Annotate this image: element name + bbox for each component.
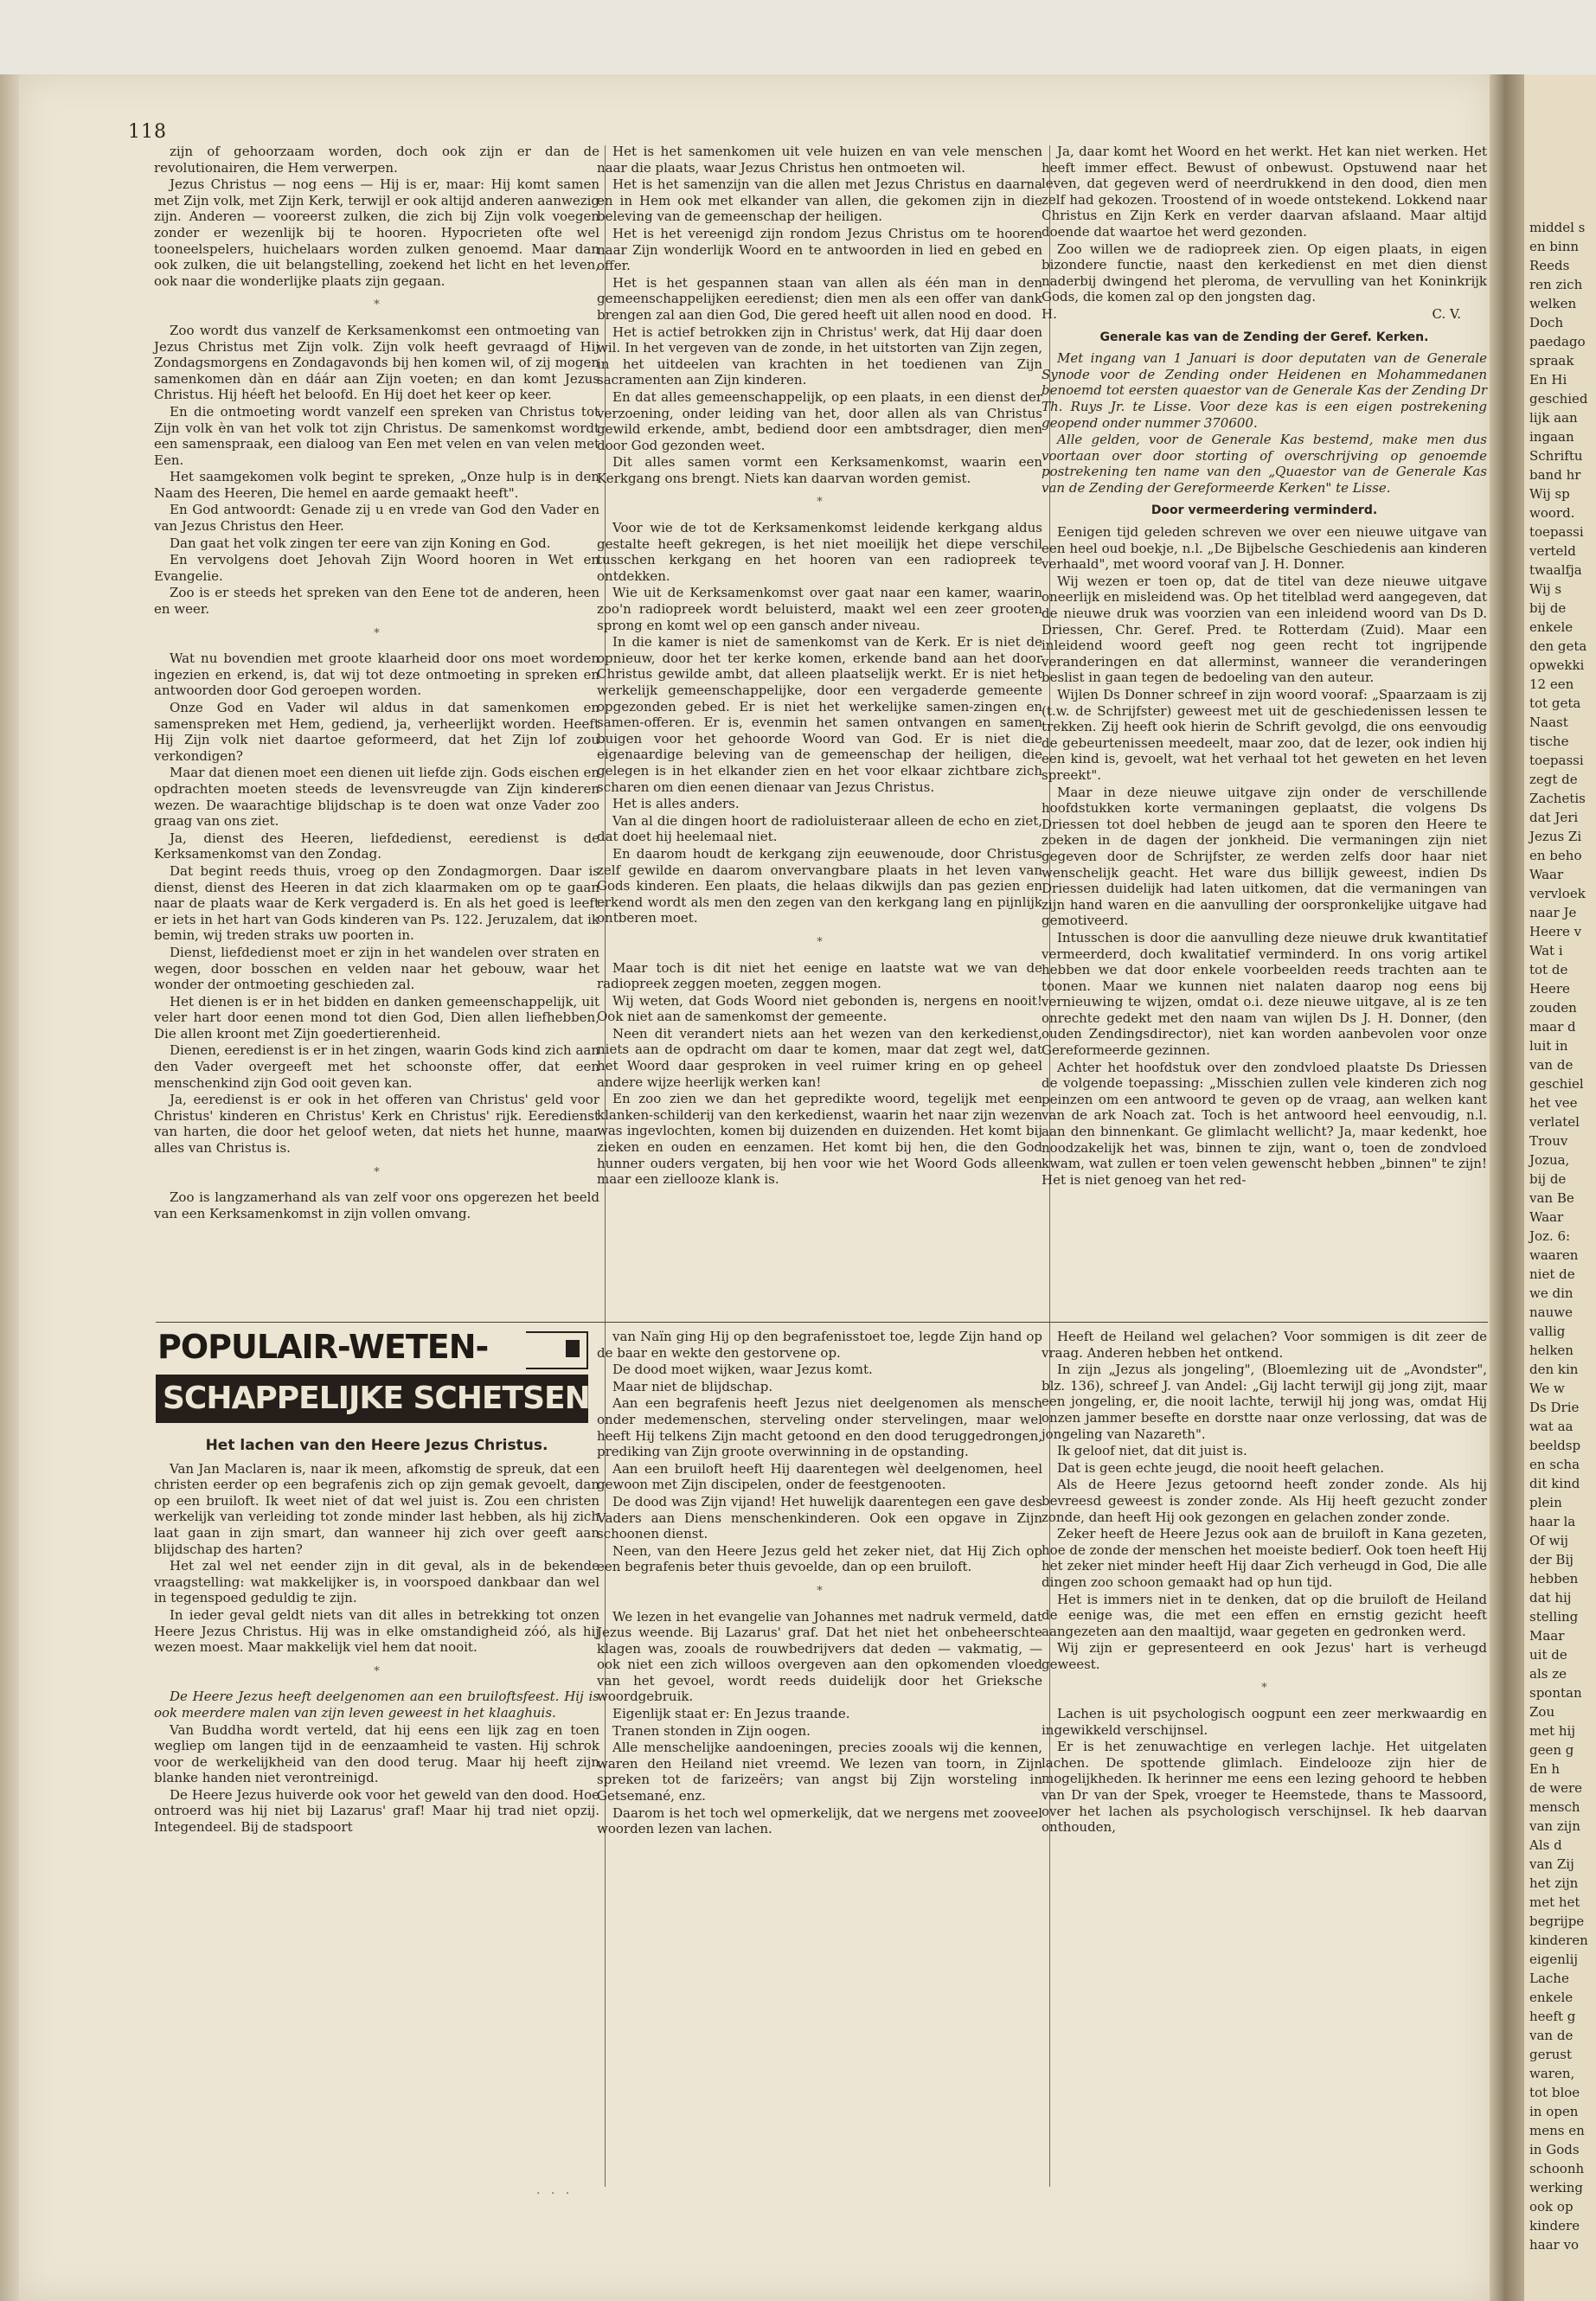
adjacent-page-line: en binn [1529,239,1580,254]
section-separator-star: * [817,1584,823,1598]
adjacent-page-line: enkele [1529,1990,1574,2005]
paragraph: Maar toch is dit niet het eenige en laatste wat we van de radiopreek zeggen moeten, zeggen mogen. [597,959,1042,992]
paragraph: Het is het gespannen staan van allen als één man in den gemeenschappelijken eeredienst; dien men als een offer van dank brengen zal aan dien God, Die gered heeft uit allen nood en dood. [597,274,1042,323]
adjacent-page-line: Waar [1529,1209,1564,1225]
adjacent-page-line: het vee [1529,1095,1578,1111]
signature-left: H. [1042,305,1057,322]
adjacent-page-line: hebben [1529,1571,1579,1586]
paragraph: Wat nu bovendien met groote klaarheid door ons moet worden ingezien en erkend, is, dat wij tot deze ontmoeting in spreken en antwoorden door God geroepen worden. [154,651,599,699]
banner-line-1: POPULAIR-WETEN- [157,1328,489,1366]
adjacent-page-line: Lache [1529,1971,1569,1986]
paragraph: Zeker heeft de Heere Jezus ook aan de bruiloft in Kana gezeten, hoe de zonde der menschen het moeiste bedierf. Ook toen heeft Hij het zeker niet minder heeft Hij daar Zich verheugd in God, Die alle dingen zoo schoon gemaakt had op hun tijd. [1042,1526,1487,1590]
adjacent-page-line: den geta [1529,638,1587,654]
adjacent-page-line: mens en [1529,2123,1585,2138]
paragraph: Zoo wordt dus vanzelf de Kerksamenkomst een ontmoeting van Jezus Christus met Zijn volk. Zijn volk heeft gevraagd of Hij Zondagsmorgens en Zondagavonds bij hen komen wil, of zij mogen samenkomen dàn en dáár aan Zijn voeten; en dan komt Jezus Christus. Hij héeft het beloofd. En Hij doet het keer op keer. [154,322,599,403]
adjacent-page-line: helken [1529,1343,1574,1358]
adjacent-page-line: en scha [1529,1457,1580,1472]
adjacent-page-line: Schriftu [1529,448,1583,464]
adjacent-page-line: Trouv [1529,1133,1568,1149]
paragraph: Ja, dienst des Heeren, liefdedienst, eeredienst is de Kerksamenkomst van den Zondag. [154,830,599,862]
adjacent-page-line: 12 een [1529,676,1574,692]
adjacent-page-line: kindere [1529,2218,1580,2234]
paragraph: Alle gelden, voor de Generale Kas bestemd, make men dus voortaan over door storting of overschrijving op genoemde postrekening ten name van den „Quaestor van de Generale Kas van de Zending der Gereformeerde Kerken" te Lisse. [1042,432,1487,496]
adjacent-page-line: bij de [1529,1171,1567,1187]
adjacent-page-line: middel s [1529,220,1586,235]
banner-line-2: SCHAPPELIJKE SCHETSEN [156,1375,588,1423]
paragraph: Met ingang van 1 Januari is door deputaten van de Generale Synode voor de Zending onder Heidenen en Mohammedanen benoemd tot eersten quaestor van de Generale Kas der Zending Dr Th. Ruys Jr. te Lisse. Voor deze kas is een eigen postrekening geopend onder nummer 370600. [1042,350,1487,431]
paragraph: Het is het samenzijn van die allen met Jezus Christus en daarna en in Hem ook met elkander van allen, die gekomen zijn in die beleving van de gemeenschap der heiligen. [597,176,1042,225]
adjacent-page-line: Heere v [1529,924,1582,939]
paragraph: In ieder geval geldt niets van dit alles in betrekking tot onzen Heere Jezus Christus. Hij was in elke omstandigheid zóó, als hij wezen moest. Maar makkelijk viel hem dat nooit. [154,1606,599,1656]
adjacent-page-line: Jezus Zi [1529,829,1582,844]
adjacent-page-line: dit kind [1529,1476,1580,1491]
adjacent-page-line: geen g [1529,1742,1574,1758]
column-2-lower [597,1329,1042,1837]
page-number: 118 [128,121,167,143]
paragraph: We lezen in het evangelie van Johannes met nadruk vermeld, dat Jezus weende. Bij Lazarus' graf. Dat het niet het onbeheerschte klagen was, zooals de rouwbedrijvers dat deden — vakmatig, — ook niet een zich willoos overgeven aan den opkomenden vloed van het gevoel, wordt reeds duidelijk door het Grieksche woordgebruik. [597,1608,1042,1705]
paragraph: Intusschen is door die aanvulling deze nieuwe druk kwantitatief vermeerderd, doch kwalitatief verminderd. In ons vorig artikel hebben we dat door enkele voorbeelden reeds trachten aan te toonen. Maar we kunnen niet nalaten daarop nog eens bij vernieuwing te wijzen, omdat o.i. deze nieuwe uitgave, al is ze ten onrechte gedekt met den naam van wijlen Ds J. H. Donner, (den ouden Zendingsdirector), niet kan worden aanbevolen voor onze Gereformeerde gezinnen. [1042,929,1487,1059]
paragraph: Er is het zenuwachtige en verlegen lachje. Het uitgelaten lachen. De spottende glimlach. Eindelooze zijn hier de mogelijkheden. Ik herinner me eens een lezing gehoord te hebben van Dr van der Spek, vroeger te Heemstede, thans te Massoord, over het lachen als psychologisch verschijnsel. Ik heb daarvan onthouden, [1042,1739,1487,1836]
paragraph: Ja, eeredienst is er ook in het offeren van Christus' geld voor Christus' kinderen en Christus' Kerk en Christus' rijk. Eeredienst van harten, die door het geloof weten, dat niets het hunne, maar alles van Christus is. [154,1092,599,1157]
adjacent-page-line: En Hi [1529,372,1567,388]
adjacent-page-line: paedago [1529,334,1586,349]
paragraph: Achter het hoofdstuk over den zondvloed plaatste Ds Driessen de volgende toepassing: „Misschien zullen vele kinderen zich nog peinzen om een antwoord te geven op de vraag, aan welken kant van de ark Noach zat. Toch is het antwoord heel eenvoudig, n.l. aan den binnenkant. Ge glimlacht wellicht? Ja, maar kedenkt, hoe noodzakelijk het was, binnen te zijn, want o, toen de zondvloed kwam, wat zullen er toen velen gewenscht hebben „binnen" te zijn! Het is niet genoeg van het red- [1042,1059,1487,1188]
paragraph: Dan gaat het volk zingen ter eere van zijn Koning en God. [170,535,551,551]
paragraph: Daarom is het toch wel opmerkelijk, dat we nergens met zooveel woorden lezen van lachen. [597,1804,1042,1837]
paragraph: Het is actief betrokken zijn in Christus' werk, dat Hij daar doen wil. In het vergeven van de zonde, in het uitstorten van Zijn zegen, in het uitdeelen van krachten in het toedienen van Zijn sacramenten aan Zijn kinderen. [597,324,1042,388]
column-2-upper [597,144,1042,1188]
paragraph: Zoo is er steeds het spreken van den Eene tot de anderen, heen en weer. [154,585,599,618]
adjacent-page-line: verteld [1529,543,1576,559]
adjacent-page-line: eigenlij [1529,1952,1579,1967]
paragraph: Het is het vereenigd zijn rondom Jezus Christus om te hooren naar Zijn wonderlijk Woord en te antwoorden in lied en gebed en offer. [597,225,1042,274]
paragraph: En God antwoordt: Genade zij u en vrede van God den Vader en van Jezus Christus den Heer. [154,502,599,535]
adjacent-page-line: lijk aan [1529,410,1578,426]
section-separator-star: * [817,935,823,949]
adjacent-page-line: Zachetis [1529,791,1586,806]
adjacent-page-line: haar la [1529,1514,1576,1529]
paragraph: Tranen stonden in Zijn oogen. [612,1722,811,1739]
paragraph: Aan een bruiloft heeft Hij daarentegen wèl deelgenomen, heel gewoon met Zijn discipelen, onder de feestgenooten. [597,1460,1042,1493]
adjacent-page-line: nauwe [1529,1304,1573,1320]
adjacent-page-line: ook op [1529,2199,1574,2214]
paragraph: Van al die dingen hoort de radioluisteraar alleen de echo en ziet, dat doet hij heelemaal niet. [597,812,1042,845]
adjacent-page-line: dat Jeri [1529,810,1579,825]
paragraph: Het dienen is er in het bidden en danken gemeenschappelijk, uit veler hart door eenen mond tot dien God, Dien allen liefhebben, Die allen kroont met Zijn goedertierenheid. [154,993,599,1042]
paragraph: Wijlen Ds Donner schreef in zijn woord vooraf: „Spaarzaam is zij (t.w. de Schrijfster) geweest met uit de geschiedenissen lessen te trekken. Zij heeft ook hierin de Schrift gevolgd, die ons eenvoudig de gebeurtenissen meedeelt, maar zoo, dat de lezer, ook indien hij een kind is, gevoelt, wat het verhaal tot het geweten en het leven spreekt". [1042,687,1487,783]
paragraph: Ja, daar komt het Woord en het werkt. Het kan niet werken. Het heeft immer effect. Bewust of onbewust. Opstuwend naar het leven, dat gegeven werd of neerdrukkend in den dood, dien men zelf had gekozen. Troostend of in woede ontstekend. Lokkend naar Christus en Zijn Kerk en verder daarvan afslaand. Maar altijd doende dat waartoe het werd gezonden. [1042,144,1487,240]
adjacent-page-line: verlatel [1529,1114,1580,1130]
section-separator-star: * [374,1165,380,1179]
article-heading-kas: Generale kas van de Zending der Geref. Kerken. [1099,330,1429,344]
paragraph: Eigenlijk staat er: En Jezus traande. [612,1706,850,1722]
adjacent-page-line: van Zij [1529,1856,1574,1872]
adjacent-page-line: de were [1529,1780,1583,1796]
adjacent-page-line: in open [1529,2104,1579,2119]
signature-right: C. V. [1432,305,1461,322]
paragraph: De Heere Jezus heeft deelgenomen aan een bruiloftsfeest. Hij is ook meerdere malen van zijn leven geweest in het klaaghuis. [154,1689,599,1721]
paragraph: Alle menschelijke aandoeningen, precies zooals wij die kennen, waren den Heiland niet vreemd. We lezen van toorn, in Zijn spreken tot de farizeërs; van angst bij Zijn worsteling in Getsemané, enz. [597,1740,1042,1804]
paragraph: Zoo willen we de radiopreek zien. Op eigen plaats, in eigen bizondere functie, naast den kerkedienst en met dien dienst naderbij dwingend het pleroma, de vervulling van het Koninkrijk Gods, die komen zal op den jongsten dag. [1042,240,1487,305]
paragraph: De Heere Jezus huiverde ook voor het geweld van den dood. Hoe ontroerd was hij niet bij Lazarus' graf! Maar hij trad niet opzij. Integendeel. Bij de stadspoort [154,1786,599,1836]
section-separator-star: * [1261,1682,1267,1695]
adjacent-page-line: naar Je [1529,905,1577,920]
adjacent-page-line: Ds Drie [1529,1400,1580,1415]
paragraph: Dit alles samen vormt een Kerksamenkomst, waarin een Kerkgang ons brengt. Niets kan daarvan worden gemist. [597,454,1042,486]
adjacent-page-line: Doch [1529,315,1564,330]
paragraph: Het saamgekomen volk begint te spreken, „Onze hulp is in den Naam des Heeren, Die hemel en aarde gemaakt heeft". [154,469,599,501]
paragraph: Neen dit verandert niets aan het wezen van den kerkedienst, niets aan de opdracht om daar te komen, maar dat zegt wel, dat het Woord daar gesproken in veel ruimer kring en op geheel andere wijze heerlijk werken kan! [597,1025,1042,1090]
section-banner [156,1328,595,1428]
adjacent-page-line: het zijn [1529,1875,1579,1891]
adjacent-page-line: enkele [1529,619,1574,635]
adjacent-page-line: heeft g [1529,2009,1576,2024]
adjacent-page-line: niet de [1529,1266,1575,1282]
adjacent-page-line: dat hij [1529,1590,1572,1606]
adjacent-page-line: van de [1529,1057,1574,1073]
paragraph: Het is het samenkomen uit vele huizen en van vele menschen naar die plaats, waar Jezus Christus hen ontmoeten wil. [597,144,1042,176]
adjacent-page-line: stelling [1529,1609,1579,1625]
adjacent-page-line: begrijpe [1529,1913,1585,1929]
adjacent-page-line: maar d [1529,1019,1576,1035]
adjacent-page-line: band hr [1529,467,1581,483]
paragraph: Maar niet de blijdschap. [612,1378,773,1394]
adjacent-page-line: Wij s [1529,581,1562,597]
adjacent-page-line: schoonh [1529,2161,1585,2176]
adjacent-page-line: welken [1529,296,1577,311]
lamp-icon [526,1331,588,1369]
adjacent-page-line: werking [1529,2180,1584,2195]
paragraph: Jezus Christus — nog eens — Hij is er, maar: Hij komt samen met Zijn volk, met Zijn Kerk, terwijl er ook altijd anderen aanwezig zijn. Anderen — vooreerst zulken, die zich bij Zijn volk voegen zonder er wezenlijk bij te hooren. Hypocrieten ofte wel tooneelspelers, huichelaars worden zulken genoemd. Maar dan ook zulken, die uit belangstelling, zoekend het licht en het leven, ook naar die wonderlijke plaats zijn gegaan. [154,176,599,289]
adjacent-page-line: beeldsp [1529,1438,1581,1453]
paragraph: En daarom houdt de kerkgang zijn eeuwenoude, door Christus zelf gewilde en daarom onvervangbare plaats in het leven van Gods kinderen. Een plaats, die helaas dikwijls dan pas gezien en erkend wordt als men den zegen van den kerkgang lang en pijnlijk ontberen moet. [597,845,1042,926]
adjacent-page-line: geschiel [1529,1076,1584,1092]
paragraph: Van Buddha wordt verteld, dat hij eens een lijk zag en toen wegliep om langen tijd in de eenzaamheid te vasten. Hij schrok voor de werkelijkheid van den dood terug. Maar hij heeft zijn blanke handen niet verontreinigd. [154,1721,599,1786]
paragraph: En zoo zien we dan het gepredikte woord, tegelijk met een klanken-schilderij van den kerkedienst, waarin het naar zijn wezen was ingevlochten, komen bij duizenden en duizenden. Het komt bij zieken en ouden en eenzamen. Het komt bij hen, die den God hunner ouders vergaten, bij hen voor wie het Woord Gods alleen maar een zielloozе klank is. [597,1091,1042,1188]
adjacent-page-line: En h [1529,1761,1561,1777]
adjacent-page-line: tot geta [1529,695,1581,711]
paragraph: Wij zijn er gepresenteerd en ook Jezus' hart is verheugd geweest. [1042,1640,1487,1672]
section-separator-star: * [817,496,823,510]
adjacent-page-line: Als d [1529,1837,1562,1853]
adjacent-page-line: geschied [1529,391,1588,407]
paragraph: Het is immers niet in te denken, dat op die bruiloft de Heiland de eenige was, die met een effen en ernstig gezicht heeft aangezeten aan den maaltijd, waar gegeten en gedronken werd. [1042,1591,1487,1639]
paragraph: Neen, van den Heere Jezus geld het zeker niet, dat Hij Zich op een begrafenis beter thuis gevoelde, dan op een bruiloft. [597,1542,1042,1575]
section-separator-star: * [374,626,380,640]
paragraph: En vervolgens doet Jehovah Zijn Woord hooren in Wet en Evangelie. [154,552,599,584]
adjacent-page-line: Jozua, [1529,1152,1570,1168]
paragraph: En dat alles gemeenschappelijk, op een plaats, in een dienst der verzoening, onder leiding van het, door allen als van Christus gewild erkende, ambt, bediend door een ambtsdrager, dien men door God gezonden weet. [597,388,1042,453]
adjacent-page-line: uit de [1529,1647,1567,1663]
adjacent-page-line: We w [1529,1381,1565,1396]
paragraph: De dood was Zijn vijand! Het huwelijk daarentegen een gave des Vaders aan Diens menschenkinderen. Ook een opgave in Zijn schoonen dienst. [597,1493,1042,1542]
adjacent-page-line: Heere [1529,981,1570,997]
adjacent-page-line: als ze [1529,1666,1567,1682]
paragraph: Wie uit de Kerksamenkomst over gaat naar een kamer, waarin zoo'n radiopreek wordt beluisterd, maakt wel een zeer grooten sprong en komt wel op een gansch ander niveau. [597,585,1042,633]
adjacent-page-line: Joz. 6: [1529,1228,1571,1244]
adjacent-page-line: in Gods [1529,2142,1580,2157]
adjacent-page-line: gerust [1529,2047,1573,2062]
column-1-lower [154,1433,599,1836]
paragraph: In die kamer is niet de samenkomst van de Kerk. Er is niet de opnieuw, door het ter kerke komen, erkende band aan het door Christus gewilde ambt, dat alleen plaatselijk werkt. Er is niet het werkelijk gemeenschappelijke, door een vergaderde gemeente opgezonden gebed. Er is niet het werkelijke samen-zingen en samen-offeren. Er is, evenmin het samen ontvangen en samen buigen voor het gehoorde Woord van God. Er is niet die eigenaardige beleving van de gemeenschap der heiligen, die gelegen is in het elkander zien en het voor elkaar zichtbare zich scharen om dien eenen dienaar van Jezus Christus. [597,634,1042,795]
adjacent-page-line: vervloek [1529,886,1586,901]
paragraph: Het is alles anders. [612,796,740,812]
adjacent-page-line: tot bloe [1529,2085,1580,2100]
adjacent-page-line: mensch [1529,1799,1580,1815]
paragraph: Onze God en Vader wil aldus in dat samenkomen en samenspreken met Hem, gediend, ja, verheerlijkt worden. Heeft Hij Zijn volk niet daartoe geformeerd, dat het Zijn lof zou verkondigen? [154,700,599,764]
adjacent-page-line: van Be [1529,1190,1574,1206]
adjacent-page-line: woord. [1529,505,1575,521]
paragraph: Eenigen tijd geleden schreven we over een nieuwe uitgave van een heel oud boekje, n.l. „De Bijbelsche Geschiedenis aan kinderen verhaald", met woord vooraf van J. H. Donner. [1042,524,1487,573]
article-title: Het lachen van den Heere Jezus Christus. [205,1437,548,1454]
adjacent-page-line: Naast [1529,715,1568,730]
column-1-upper [154,144,599,1221]
paragraph: Lachen is uit psychologisch oogpunt een zeer merkwaardig en ingewikkeld verschijnsel. [1042,1706,1487,1738]
adjacent-page-line: Of wij [1529,1533,1568,1548]
paragraph: En die ontmoeting wordt vanzelf een spreken van Christus tot Zijn volk èn van het volk tot zijn Christus. De samenkomst wordt een samenspraak, een dialoog van Een met velen en van velen met Een. [154,403,599,468]
adjacent-page-line: opwekki [1529,657,1585,673]
paragraph: Maar dat dienen moet een dienen uit liefde zijn. Gods eischen en opdrachten moeten steeds de levensvreugde van Zijn kinderen wezen. De waarachtige blijdschap is te doen wat onze Vader zoo graag van ons ziet. [154,765,599,830]
adjacent-page-line: kinderen [1529,1932,1588,1948]
paragraph: Dienen, eeredienst is er in het zingen, waarin Gods kind zich aan den Vader overgeeft met het schoonste offer, dat een menschenkind zijn God ooit geven kan. [154,1042,599,1091]
article-heading-vermeerdering: Door vermeerdering verminderd. [1151,503,1378,518]
paragraph: Ik geloof niet, dat dit juist is. [1057,1443,1247,1459]
adjacent-page-line: Wij sp [1529,486,1570,502]
adjacent-page-line: en beho [1529,848,1582,863]
adjacent-page-line: Waar [1529,867,1564,882]
adjacent-page-line: spraak [1529,353,1574,369]
adjacent-page-line: den kin [1529,1362,1579,1377]
adjacent-page-line: Wat i [1529,943,1563,958]
adjacent-page-line: twaalfja [1529,562,1582,578]
paragraph: De dood moet wijken, waar Jezus komt. [612,1362,873,1378]
adjacent-page-line: wat aa [1529,1419,1574,1434]
adjacent-page-line: tische [1529,734,1569,749]
scan-margin-left [0,74,19,2301]
adjacent-page-line: plein [1529,1495,1562,1510]
adjacent-page-line: van de [1529,2028,1574,2043]
adjacent-page-line: van zijn [1529,1818,1580,1834]
paragraph: Dat is geen echte jeugd, die nooit heeft gelachen. [1057,1459,1385,1476]
paragraph: Voor wie de tot de Kerksamenkomst leidende kerkgang aldus gestalte heeft gekregen, is het niet moeilijk het diepe verschil tusschen kerkgang en het hooren van een radiopreek te ontdekken. [597,520,1042,584]
adjacent-page-line: tot de [1529,962,1568,977]
section-divider [156,1322,1488,1323]
paragraph: Wij weten, dat Gods Woord niet gebonden is, nergens en nooit! Ook niet aan de samenkomst der gemeente. [597,992,1042,1025]
adjacent-page-line: toepassi [1529,524,1584,540]
adjacent-page-line: ingaan [1529,429,1574,445]
adjacent-page-line: Zou [1529,1704,1555,1720]
adjacent-page-line: haar vo [1529,2237,1579,2253]
paragraph: zijn of gehoorzaam worden, doch ook zijn er dan de revolutionairen, die Hem verwerpen. [154,144,599,176]
adjacent-page-line: zouden [1529,1000,1577,1016]
adjacent-page-line: toepassi [1529,753,1584,768]
adjacent-page-line: bij de [1529,600,1567,616]
section-separator-star: * [374,1664,380,1678]
paragraph: Wij wezen er toen op, dat de titel van deze nieuwe uitgave oneerlijk en misleidend was. Op het titelblad werd aangegeven, dat de nieuwe druk was voorzien van een inleidend woord van Ds D. Driessen, Chr. Geref. Pred. te Rotterdam (Zuid). Maar een inleidend woord geeft nog geen recht tot ingrijpende veranderingen en dat allerminst, wanneer die veranderingen beslist in gaan tegen de bedoeling van den auteur. [1042,573,1487,686]
paragraph: van Naïn ging Hij op den begrafenisstoet toe, legde Zijn hand op de baar en wekte den gestorvene op. [597,1329,1042,1361]
paragraph: Heeft de Heiland wel gelachen? Voor sommigen is dit zeer de vraag. Anderen hebben het ontkend. [1042,1329,1487,1361]
page-footer-ornament: · · · [536,2187,574,2201]
column-3-upper [1042,144,1487,1188]
adjacent-page-line: met hij [1529,1723,1576,1739]
paragraph: Van Jan Maclaren is, naar ik meen, afkomstig de spreuk, dat een christen eerder op een begrafenis zich op zijn gemak gevoelt, dan op een bruiloft. Ik weet niet of dat wel juist is. Zou een christen werkelijk van verleiding tot zonde minder last hebben, als hij zich laat gaan in zijn smart, dan wanneer hij zich over geeft aan blijdschap des harten? [154,1460,599,1557]
adjacent-page-line: der Bij [1529,1552,1574,1567]
paragraph: Dienst, liefdedienst moet er zijn in het wandelen over straten en wegen, door bosschen en velden naar het gebouw, waar het wonder der ontmoeting geschieden zal. [154,944,599,993]
adjacent-page-line: Maar [1529,1628,1565,1644]
paragraph: Dat begint reeds thuis, vroeg op den Zondagmorgen. Daar is dienst, dienst des Heeren in dat zich klaarmaken om op te gaan naar de plaats waar de Kerk vergaderd is. En als het goed is leeft er iets in het hart van Gods kinderen van Ps. 122. Jeruzalem, dat ik bemin, wij treden straks uw poorten in. [154,862,599,944]
scan-margin-top [0,0,1596,74]
adjacent-page-line: luit in [1529,1038,1568,1054]
page-gutter [1490,74,1524,2301]
adjacent-page-line: waaren [1529,1247,1579,1263]
paragraph: Aan een begrafenis heeft Jezus niet deelgenomen als mensch onder medemenschen, sterveling onder stervelingen, maar wel heeft Hij telkens Zijn macht getoond en den dood teruggedrongen, prediking van Zijn groote overwinning in de opstanding. [597,1395,1042,1460]
adjacent-page-line: waren, [1529,2066,1575,2081]
adjacent-page-line: zegt de [1529,772,1578,787]
adjacent-page-line: ren zich [1529,277,1583,292]
adjacent-page-line: met het [1529,1894,1580,1910]
paragraph: Maar in deze nieuwe uitgave zijn onder de verschillende hoofdstukken korte vermaningen geplaatst, die volgens Ds Driessen tot doel hebben de jeugd aan te sporen den Heere te zoeken in de dagen der jonkheid. Die vermaningen zijn niet gegeven door de Schrijfster, ze werden zelfs door haar niet wenschelijk geacht. Het ware dus billijk geweest, indien Ds Driessen duidelijk had laten uitkomen, dat die vermaningen van zijn hand waren en die aanvulling der oorspronkelijke uitgave had gemotiveerd. [1042,784,1487,929]
adjacent-page-line: Reeds [1529,258,1570,273]
paragraph: Zoo is langzamerhand als van zelf voor ons opgerezen het beeld van een Kerksamenkomst in zijn vollen omvang. [154,1189,599,1221]
adjacent-page-line: we din [1529,1285,1574,1301]
adjacent-page-line: vallig [1529,1324,1566,1339]
column-3-lower [1042,1329,1487,1836]
paragraph: Het zal wel net eender zijn in dit geval, als in de bekende vraagstelling: wat makkelijker is, in voorspoed dankbaar dan wel in tegenspoed geduldig te zijn. [154,1558,599,1606]
paragraph: In zijn „Jezus als jongeling", (Bloemlezing uit de „Avondster", blz. 136), schreef J. van Andel: „Gij lacht terwijl gij jong zijt, maar een jongeling, er, die nooit lachte, terwijl hij jong was, omdat Hij onzen jammer besefte en dorstte naar onze verlossing, dat was de jongeling van Nazareth". [1042,1362,1487,1442]
signature [1042,306,1487,323]
adjacent-page-line: spontan [1529,1685,1582,1701]
section-separator-star: * [374,298,380,312]
adjacent-page-fragment [1524,74,1596,2301]
paragraph: Als de Heere Jezus getoornd heeft zonder zonde. Als hij bevreesd geweest is zonder zonde. Als Hij heeft gezucht zonder zonde, dan heeft Hij ook gezongen en gelachen zonder zonde. [1042,1477,1487,1525]
